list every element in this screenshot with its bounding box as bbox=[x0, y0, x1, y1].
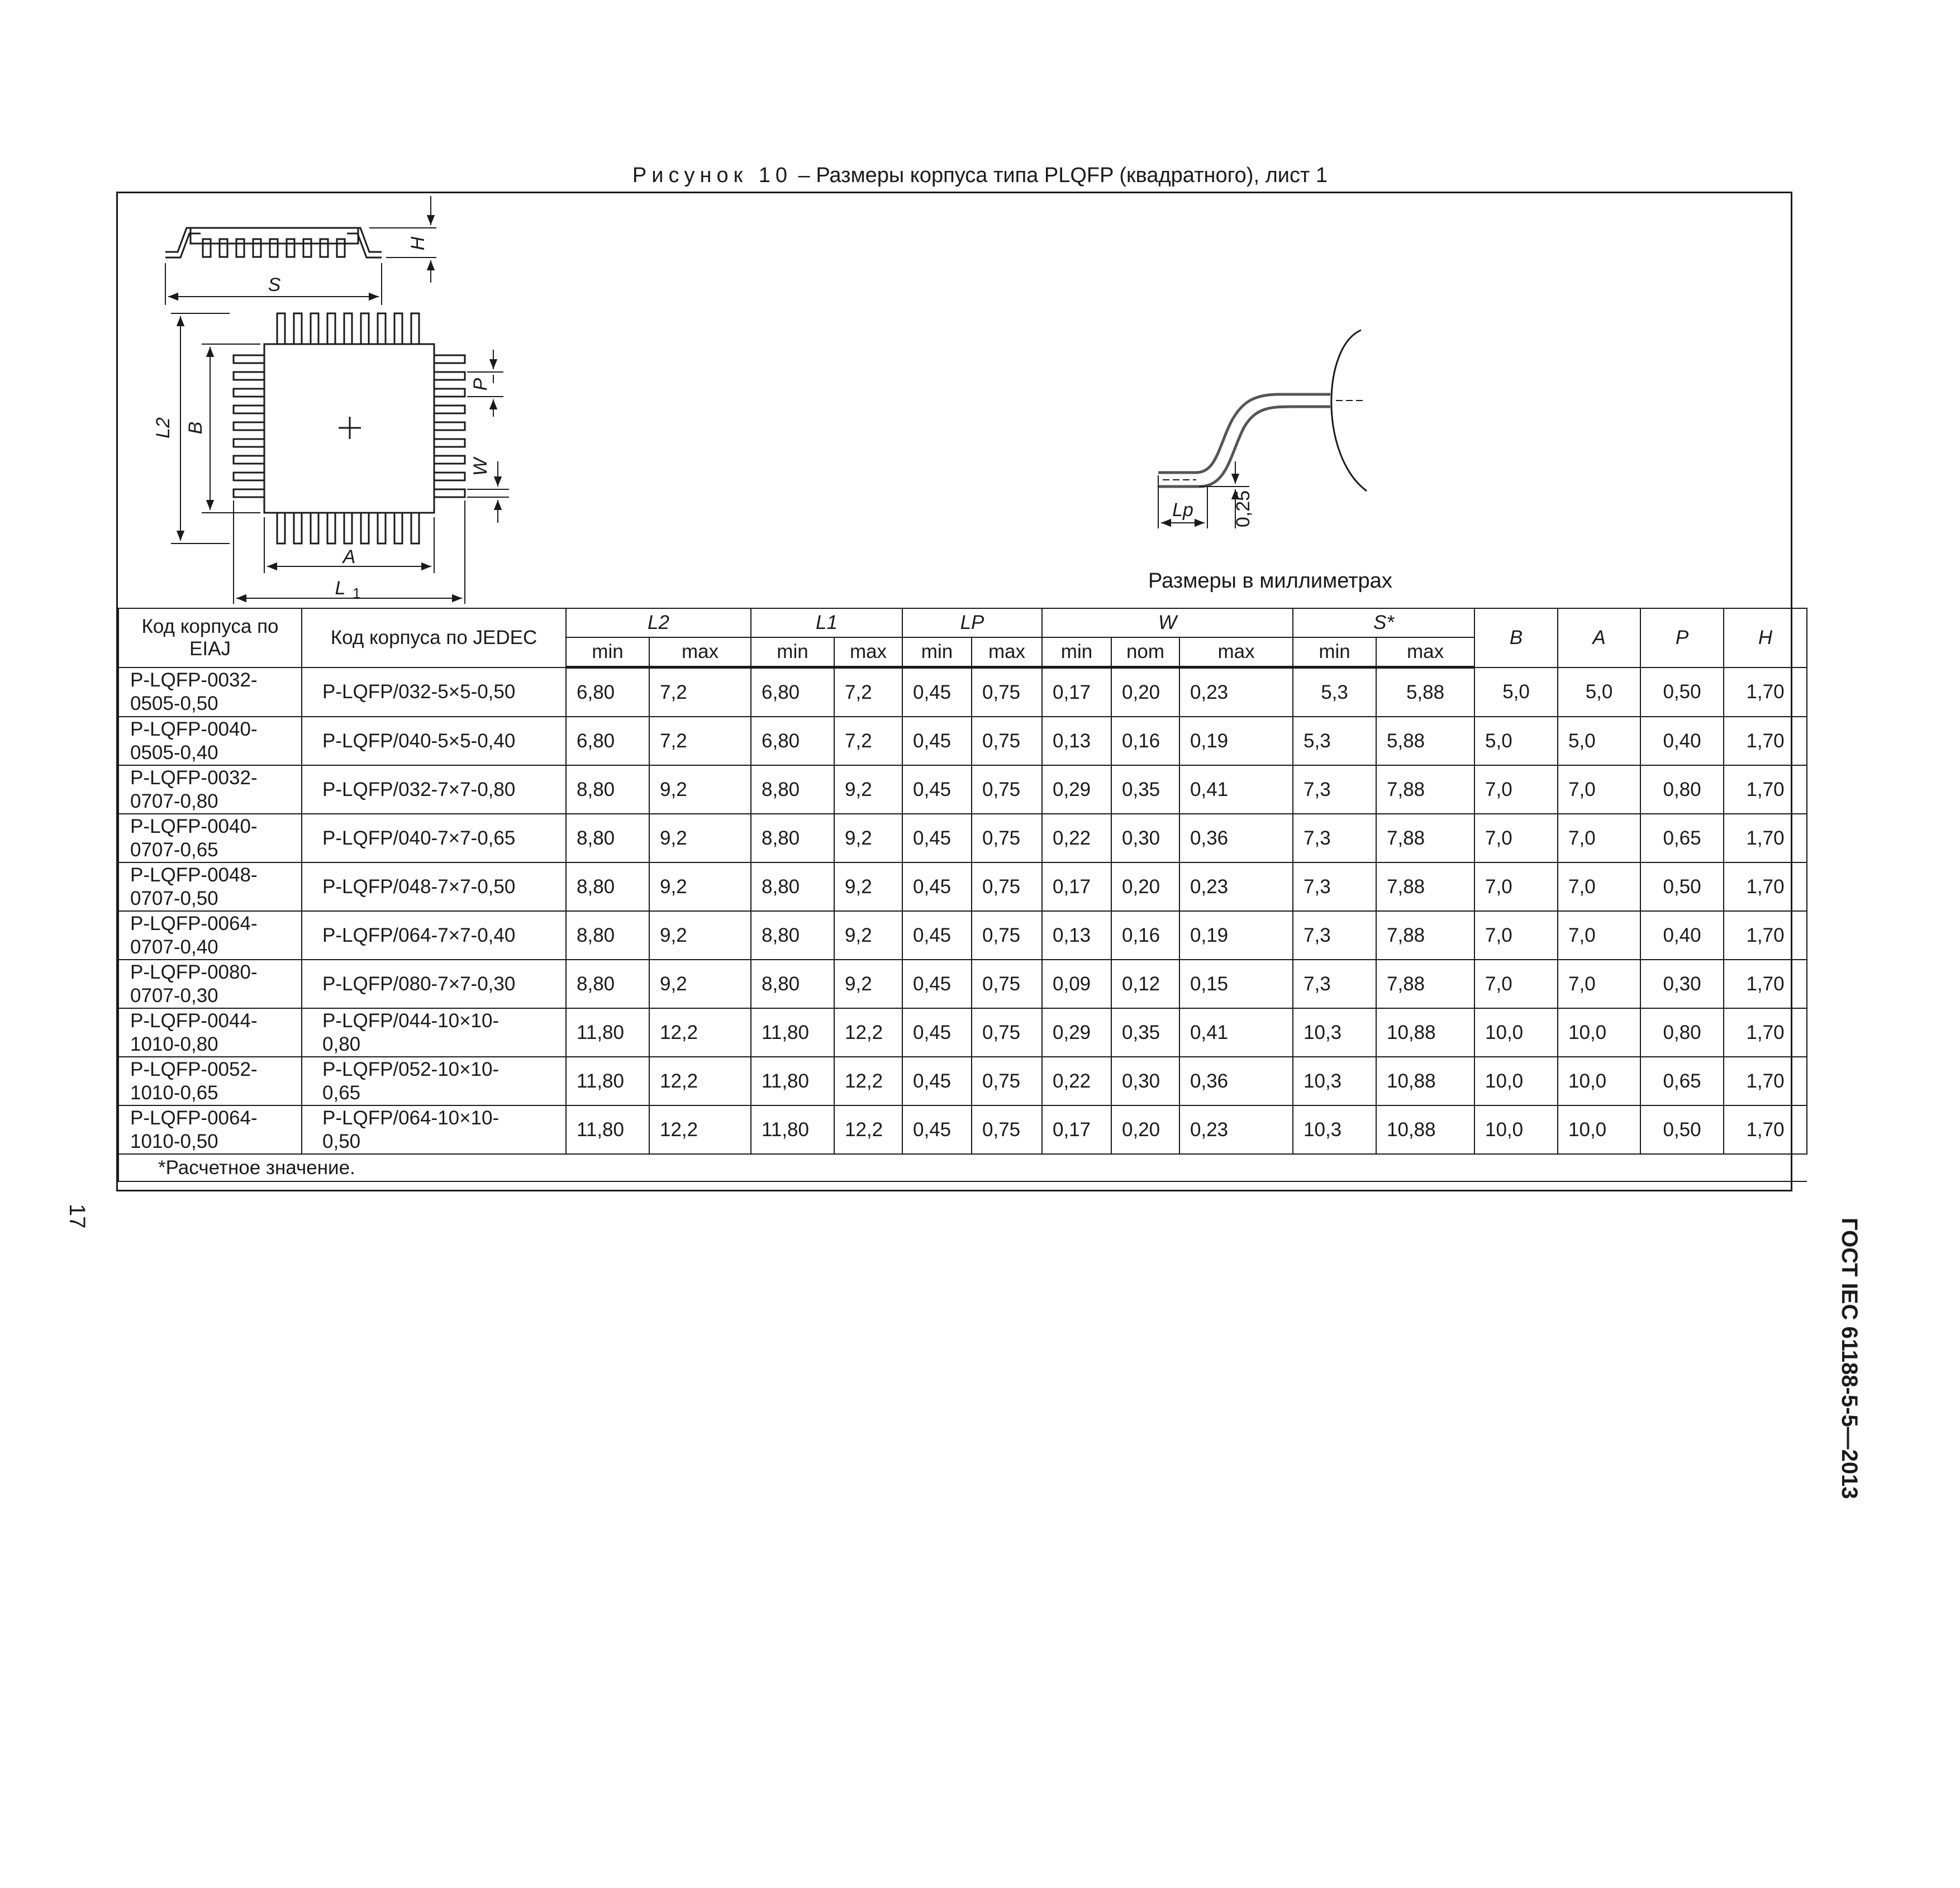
label-p: P bbox=[470, 378, 491, 391]
value-cell: 0,29 bbox=[1042, 1008, 1111, 1057]
value-cell: 1,70 bbox=[1724, 1008, 1807, 1057]
value-cell: 9,2 bbox=[649, 862, 751, 911]
value-cell: 0,20 bbox=[1111, 668, 1179, 717]
eiaj-code-cell bbox=[118, 717, 302, 765]
value-cell: 0,41 bbox=[1179, 1008, 1293, 1057]
value-cell: 1,70 bbox=[1724, 814, 1807, 862]
eiaj-code-line: 1010-0,80 bbox=[130, 1033, 218, 1055]
value-cell: 10,3 bbox=[1293, 1105, 1376, 1154]
jedec-code-line: P-LQFP/040-5×5-0,40 bbox=[322, 730, 516, 752]
value-cell: 0,75 bbox=[972, 862, 1042, 911]
value-cell: 9,2 bbox=[649, 814, 751, 862]
subheader-cell: min bbox=[1042, 637, 1111, 668]
value-cell: 5,88 bbox=[1376, 668, 1474, 717]
value-cell: 0,17 bbox=[1042, 1105, 1111, 1154]
value-cell: 5,3 bbox=[1293, 717, 1376, 765]
units-note: Размеры в миллиметрах bbox=[1148, 569, 1392, 593]
subheader-cell: min bbox=[566, 637, 649, 668]
value-cell: 0,65 bbox=[1640, 814, 1724, 862]
jedec-code-cell bbox=[302, 1008, 566, 1057]
table-body bbox=[118, 668, 1807, 1182]
value-cell: 0,19 bbox=[1179, 911, 1293, 960]
value-cell: 0,75 bbox=[972, 717, 1042, 765]
value-cell: 1,70 bbox=[1724, 1105, 1807, 1154]
value-cell: 8,80 bbox=[751, 814, 834, 862]
lead-detail bbox=[1158, 330, 1367, 528]
subheader-cell: max bbox=[834, 637, 902, 668]
value-cell: 5,3 bbox=[1293, 668, 1376, 717]
value-cell: 0,23 bbox=[1179, 668, 1293, 717]
eiaj-code-line: 0707-0,40 bbox=[130, 936, 218, 958]
value-cell: 0,09 bbox=[1042, 960, 1111, 1008]
value-cell: 1,70 bbox=[1724, 911, 1807, 960]
value-cell: 10,88 bbox=[1376, 1057, 1474, 1105]
value-cell: 0,75 bbox=[972, 668, 1042, 717]
value-cell: 0,23 bbox=[1179, 1105, 1293, 1154]
jedec-code-line: P-LQFP/080-7×7-0,30 bbox=[322, 972, 516, 995]
value-cell: 0,45 bbox=[902, 765, 972, 814]
value-cell: 5,0 bbox=[1558, 668, 1640, 717]
value-cell: 0,75 bbox=[972, 1008, 1042, 1057]
value-cell: 5,0 bbox=[1474, 668, 1558, 717]
value-cell: 11,80 bbox=[566, 1057, 649, 1105]
header-lp: LP bbox=[902, 608, 1042, 637]
footnote: *Расчетное значение. bbox=[118, 1154, 1807, 1181]
value-cell: 0,40 bbox=[1640, 911, 1724, 960]
value-cell: 5,0 bbox=[1558, 717, 1640, 765]
value-cell: 11,80 bbox=[566, 1105, 649, 1154]
value-cell: 8,80 bbox=[751, 862, 834, 911]
table-row bbox=[118, 960, 1807, 1008]
value-cell: 0,36 bbox=[1179, 1057, 1293, 1105]
caption-dash: – bbox=[792, 164, 816, 187]
value-cell: 8,80 bbox=[566, 960, 649, 1008]
value-cell: 0,20 bbox=[1111, 1105, 1179, 1154]
label-lp: Lp bbox=[1172, 499, 1193, 521]
value-cell: 7,0 bbox=[1474, 814, 1558, 862]
header-b: B bbox=[1474, 608, 1558, 668]
label-h: H bbox=[407, 236, 429, 251]
header-w: W bbox=[1042, 608, 1293, 637]
value-cell: 0,75 bbox=[972, 1105, 1042, 1154]
value-cell: 0,50 bbox=[1640, 668, 1724, 717]
value-cell: 1,70 bbox=[1724, 1057, 1807, 1105]
value-cell: 0,45 bbox=[902, 862, 972, 911]
value-cell: 0,36 bbox=[1179, 814, 1293, 862]
label-w: W bbox=[470, 457, 491, 476]
subheader-cell: max bbox=[649, 637, 751, 668]
value-cell: 7,0 bbox=[1558, 814, 1640, 862]
subheader-cell: max bbox=[1179, 637, 1293, 668]
value-cell: 5,0 bbox=[1474, 717, 1558, 765]
value-cell: 1,70 bbox=[1724, 765, 1807, 814]
value-cell: 0,75 bbox=[972, 765, 1042, 814]
value-cell: 9,2 bbox=[649, 911, 751, 960]
header-h: H bbox=[1724, 608, 1807, 668]
value-cell: 0,50 bbox=[1640, 1105, 1724, 1154]
value-cell: 0,45 bbox=[902, 1008, 972, 1057]
table-row bbox=[118, 1008, 1807, 1057]
subheader-cell: min bbox=[751, 637, 834, 668]
value-cell: 7,2 bbox=[834, 717, 902, 765]
value-cell: 10,0 bbox=[1474, 1008, 1558, 1057]
eiaj-code-cell bbox=[118, 668, 302, 717]
figure-number: Рисунок 10 bbox=[632, 164, 793, 187]
table-row bbox=[118, 668, 1807, 717]
value-cell: 7,3 bbox=[1293, 911, 1376, 960]
eiaj-code-line: P-LQFP-0064- bbox=[130, 912, 258, 935]
value-cell: 10,0 bbox=[1558, 1008, 1640, 1057]
jedec-code-line: P-LQFP/052-10×10- bbox=[322, 1058, 499, 1080]
value-cell: 11,80 bbox=[751, 1105, 834, 1154]
value-cell: 0,75 bbox=[972, 1057, 1042, 1105]
value-cell: 0,17 bbox=[1042, 668, 1111, 717]
value-cell: 10,0 bbox=[1558, 1057, 1640, 1105]
value-cell: 0,45 bbox=[902, 668, 972, 717]
subheader-cell: min bbox=[902, 637, 972, 668]
value-cell: 10,0 bbox=[1474, 1057, 1558, 1105]
value-cell: 7,0 bbox=[1558, 765, 1640, 814]
table-row bbox=[118, 1105, 1807, 1154]
subheader-cell: nom bbox=[1111, 637, 1179, 668]
value-cell: 12,2 bbox=[834, 1105, 902, 1154]
value-cell: 0,80 bbox=[1640, 765, 1724, 814]
value-cell: 1,70 bbox=[1724, 717, 1807, 765]
jedec-code-cell bbox=[302, 765, 566, 814]
subheader-cell: max bbox=[972, 637, 1042, 668]
eiaj-code-cell bbox=[118, 911, 302, 960]
value-cell: 9,2 bbox=[834, 911, 902, 960]
value-cell: 12,2 bbox=[834, 1057, 902, 1105]
table-row bbox=[118, 1057, 1807, 1105]
jedec-code-cell bbox=[302, 1105, 566, 1154]
label-l1: L bbox=[335, 578, 346, 599]
label-a: A bbox=[342, 546, 356, 568]
value-cell: 10,88 bbox=[1376, 1105, 1474, 1154]
eiaj-code-line: P-LQFP-0048- bbox=[130, 864, 258, 886]
value-cell: 0,19 bbox=[1179, 717, 1293, 765]
value-cell: 0,80 bbox=[1640, 1008, 1724, 1057]
value-cell: 7,88 bbox=[1376, 862, 1474, 911]
package-drawing-svg bbox=[118, 193, 1791, 608]
jedec-code-line: P-LQFP/064-7×7-0,40 bbox=[322, 924, 516, 946]
value-cell: 7,3 bbox=[1293, 862, 1376, 911]
value-cell: 0,30 bbox=[1640, 960, 1724, 1008]
header-s: S* bbox=[1293, 608, 1474, 637]
figure-frame bbox=[116, 192, 1792, 1191]
jedec-code-cell bbox=[302, 911, 566, 960]
eiaj-code-line: P-LQFP-0032- bbox=[130, 669, 258, 691]
eiaj-code-line: P-LQFP-0052- bbox=[130, 1058, 258, 1080]
header-jedec: Код корпуса по JEDEC bbox=[302, 608, 566, 668]
label-s: S bbox=[268, 274, 281, 295]
table-row bbox=[118, 862, 1807, 911]
value-cell: 11,80 bbox=[566, 1008, 649, 1057]
value-cell: 0,23 bbox=[1179, 862, 1293, 911]
value-cell: 7,0 bbox=[1558, 862, 1640, 911]
value-cell: 6,80 bbox=[566, 717, 649, 765]
jedec-code-line: P-LQFP/044-10×10- bbox=[322, 1009, 499, 1032]
dimensions-table bbox=[118, 608, 1807, 1182]
eiaj-code-cell bbox=[118, 862, 302, 911]
eiaj-code-line: 0707-0,80 bbox=[130, 790, 218, 812]
top-view bbox=[171, 313, 509, 604]
value-cell: 7,2 bbox=[649, 717, 751, 765]
jedec-code-cell bbox=[302, 814, 566, 862]
value-cell: 10,3 bbox=[1293, 1057, 1376, 1105]
value-cell: 0,16 bbox=[1111, 717, 1179, 765]
jedec-code-cell bbox=[302, 668, 566, 717]
value-cell: 7,2 bbox=[649, 668, 751, 717]
value-cell: 9,2 bbox=[834, 814, 902, 862]
value-cell: 7,88 bbox=[1376, 765, 1474, 814]
value-cell: 0,50 bbox=[1640, 862, 1724, 911]
value-cell: 0,45 bbox=[902, 1105, 972, 1154]
value-cell: 0,35 bbox=[1111, 1008, 1179, 1057]
eiaj-code-cell bbox=[118, 960, 302, 1008]
eiaj-code-line: 0707-0,30 bbox=[130, 984, 218, 1007]
value-cell: 8,80 bbox=[566, 814, 649, 862]
value-cell: 8,80 bbox=[566, 911, 649, 960]
package-drawing bbox=[118, 193, 1791, 608]
value-cell: 0,45 bbox=[902, 717, 972, 765]
eiaj-code-line: P-LQFP-0040- bbox=[130, 718, 258, 740]
jedec-code-line: P-LQFP/048-7×7-0,50 bbox=[322, 875, 516, 898]
jedec-code-cell bbox=[302, 717, 566, 765]
value-cell: 1,70 bbox=[1724, 960, 1807, 1008]
caption-text: Размеры корпуса типа PLQFP (квадратного), лист 1 bbox=[816, 164, 1328, 187]
jedec-code-line: P-LQFP/032-5×5-0,50 bbox=[322, 680, 516, 703]
value-cell: 0,15 bbox=[1179, 960, 1293, 1008]
value-cell: 0,30 bbox=[1111, 814, 1179, 862]
eiaj-code-line: 0707-0,50 bbox=[130, 887, 218, 909]
footnote-row bbox=[118, 1154, 1807, 1181]
eiaj-code-line: 0505-0,40 bbox=[130, 741, 218, 764]
jedec-code-cell bbox=[302, 862, 566, 911]
label-l1-sub: 1 bbox=[353, 585, 361, 602]
table-row bbox=[118, 814, 1807, 862]
eiaj-code-line: P-LQFP-0080- bbox=[130, 961, 258, 983]
jedec-code-line: P-LQFP/032-7×7-0,80 bbox=[322, 778, 516, 800]
value-cell: 10,88 bbox=[1376, 1008, 1474, 1057]
value-cell: 8,80 bbox=[751, 911, 834, 960]
value-cell: 0,40 bbox=[1640, 717, 1724, 765]
eiaj-code-cell bbox=[118, 1105, 302, 1154]
jedec-code-line: 0,80 bbox=[322, 1033, 361, 1055]
value-cell: 0,12 bbox=[1111, 960, 1179, 1008]
jedec-code-cell bbox=[302, 960, 566, 1008]
eiaj-code-line: P-LQFP-0040- bbox=[130, 815, 258, 837]
value-cell: 0,22 bbox=[1042, 1057, 1111, 1105]
label-025: 0,25 bbox=[1233, 490, 1254, 528]
value-cell: 0,35 bbox=[1111, 765, 1179, 814]
value-cell: 7,0 bbox=[1474, 862, 1558, 911]
value-cell: 11,80 bbox=[751, 1057, 834, 1105]
value-cell: 7,3 bbox=[1293, 960, 1376, 1008]
value-cell: 0,75 bbox=[972, 911, 1042, 960]
header-a: A bbox=[1558, 608, 1640, 668]
value-cell: 9,2 bbox=[834, 862, 902, 911]
standard-designation: ГОСТ IEC 61188-5-5—2013 bbox=[1837, 1218, 1862, 1499]
value-cell: 8,80 bbox=[751, 960, 834, 1008]
value-cell: 7,0 bbox=[1558, 911, 1640, 960]
header-p: P bbox=[1640, 608, 1724, 668]
value-cell: 0,22 bbox=[1042, 814, 1111, 862]
value-cell: 7,3 bbox=[1293, 765, 1376, 814]
jedec-code-line: P-LQFP/040-7×7-0,65 bbox=[322, 827, 516, 849]
value-cell: 6,80 bbox=[751, 717, 834, 765]
value-cell: 0,65 bbox=[1640, 1057, 1724, 1105]
value-cell: 10,3 bbox=[1293, 1008, 1376, 1057]
header-eiaj: Код корпуса по EIAJ bbox=[118, 608, 302, 668]
table-row bbox=[118, 911, 1807, 960]
value-cell: 7,3 bbox=[1293, 814, 1376, 862]
value-cell: 0,30 bbox=[1111, 1057, 1179, 1105]
value-cell: 0,75 bbox=[972, 960, 1042, 1008]
page-number: 17 bbox=[65, 1204, 89, 1229]
value-cell: 12,2 bbox=[834, 1008, 902, 1057]
value-cell: 1,70 bbox=[1724, 668, 1807, 717]
eiaj-code-cell bbox=[118, 1008, 302, 1057]
eiaj-code-line: 1010-0,50 bbox=[130, 1130, 218, 1152]
value-cell: 10,0 bbox=[1558, 1105, 1640, 1154]
header-l1: L1 bbox=[751, 608, 902, 637]
label-b: B bbox=[185, 421, 206, 435]
value-cell: 10,0 bbox=[1474, 1105, 1558, 1154]
jedec-code-line: 0,50 bbox=[322, 1130, 361, 1152]
value-cell: 0,20 bbox=[1111, 862, 1179, 911]
eiaj-code-line: 1010-0,65 bbox=[130, 1081, 218, 1104]
subheader-cell: min bbox=[1293, 637, 1376, 668]
value-cell: 8,80 bbox=[566, 862, 649, 911]
value-cell: 0,75 bbox=[972, 814, 1042, 862]
value-cell: 12,2 bbox=[649, 1008, 751, 1057]
jedec-code-cell bbox=[302, 1057, 566, 1105]
figure-caption bbox=[0, 164, 1960, 188]
value-cell: 0,41 bbox=[1179, 765, 1293, 814]
value-cell: 0,45 bbox=[902, 814, 972, 862]
value-cell: 7,88 bbox=[1376, 960, 1474, 1008]
value-cell: 9,2 bbox=[834, 960, 902, 1008]
value-cell: 6,80 bbox=[566, 668, 649, 717]
eiaj-code-line: P-LQFP-0032- bbox=[130, 766, 258, 789]
value-cell: 9,2 bbox=[649, 960, 751, 1008]
value-cell: 11,80 bbox=[751, 1008, 834, 1057]
eiaj-code-cell bbox=[118, 1057, 302, 1105]
eiaj-code-line: 0707-0,65 bbox=[130, 838, 218, 861]
value-cell: 0,45 bbox=[902, 960, 972, 1008]
label-l2: L2 bbox=[153, 417, 174, 438]
value-cell: 7,88 bbox=[1376, 814, 1474, 862]
side-view bbox=[165, 196, 436, 305]
value-cell: 12,2 bbox=[649, 1105, 751, 1154]
jedec-code-line: P-LQFP/064-10×10- bbox=[322, 1107, 499, 1129]
value-cell: 7,88 bbox=[1376, 911, 1474, 960]
value-cell: 7,0 bbox=[1558, 960, 1640, 1008]
value-cell: 7,0 bbox=[1474, 765, 1558, 814]
eiaj-code-cell bbox=[118, 765, 302, 814]
value-cell: 0,13 bbox=[1042, 717, 1111, 765]
table-row bbox=[118, 717, 1807, 765]
value-cell: 8,80 bbox=[751, 765, 834, 814]
header-l2: L2 bbox=[566, 608, 751, 637]
jedec-code-line: 0,65 bbox=[322, 1081, 361, 1104]
value-cell: 5,88 bbox=[1376, 717, 1474, 765]
value-cell: 6,80 bbox=[751, 668, 834, 717]
value-cell: 9,2 bbox=[834, 765, 902, 814]
value-cell: 0,13 bbox=[1042, 911, 1111, 960]
value-cell: 7,2 bbox=[834, 668, 902, 717]
value-cell: 0,29 bbox=[1042, 765, 1111, 814]
eiaj-code-line: P-LQFP-0044- bbox=[130, 1009, 258, 1032]
value-cell: 1,70 bbox=[1724, 862, 1807, 911]
value-cell: 0,45 bbox=[902, 911, 972, 960]
eiaj-code-line: P-LQFP-0064- bbox=[130, 1107, 258, 1129]
value-cell: 0,17 bbox=[1042, 862, 1111, 911]
subheader-cell: max bbox=[1376, 637, 1474, 668]
value-cell: 9,2 bbox=[649, 765, 751, 814]
value-cell: 7,0 bbox=[1474, 960, 1558, 1008]
value-cell: 7,0 bbox=[1474, 911, 1558, 960]
table-row bbox=[118, 765, 1807, 814]
value-cell: 0,45 bbox=[902, 1057, 972, 1105]
value-cell: 12,2 bbox=[649, 1057, 751, 1105]
eiaj-code-cell bbox=[118, 814, 302, 862]
value-cell: 0,16 bbox=[1111, 911, 1179, 960]
eiaj-code-line: 0505-0,50 bbox=[130, 692, 218, 714]
value-cell: 8,80 bbox=[566, 765, 649, 814]
